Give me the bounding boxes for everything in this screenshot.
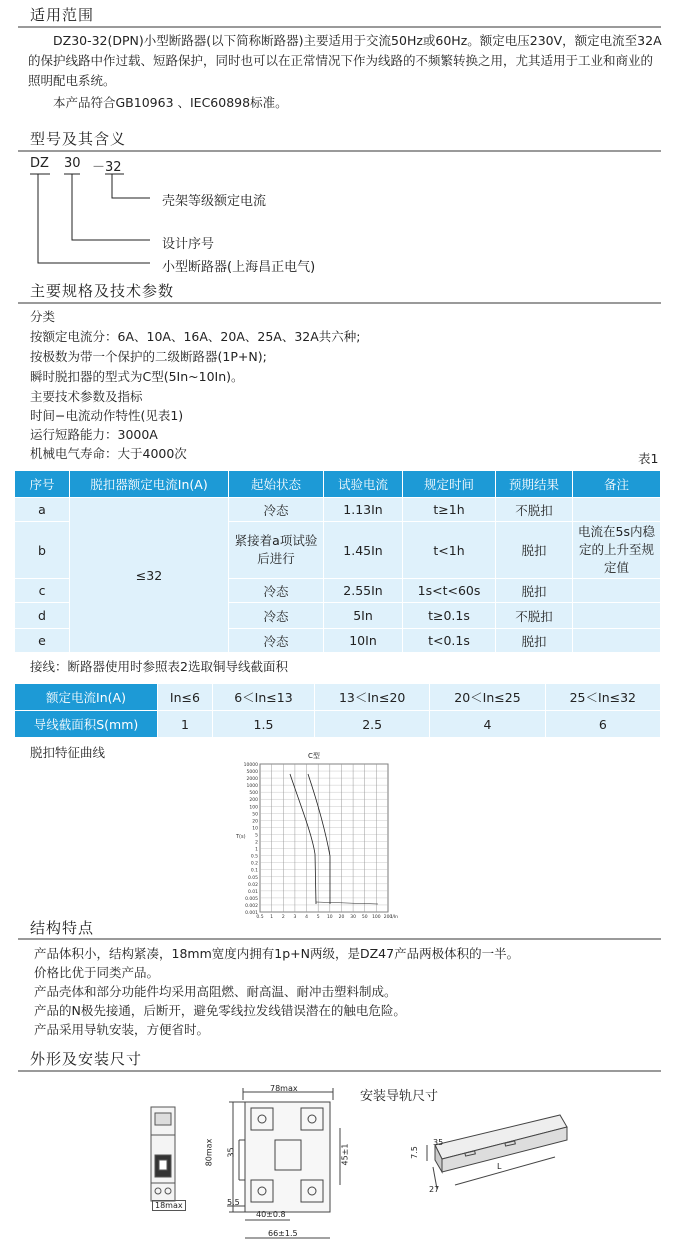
note	[573, 603, 661, 629]
test-current: 1.13In	[324, 498, 403, 522]
x-axis-label: I/In	[391, 915, 398, 920]
h35-label: 35	[226, 1147, 236, 1158]
spec-line: 时间−电流动作特性(见表1)	[30, 408, 184, 423]
model-desc-32: 壳架等级额定电流	[162, 194, 267, 209]
rail-27-label: 27	[429, 1185, 440, 1194]
w55-label: 5.5	[227, 1198, 240, 1207]
start-state: 冷态	[229, 498, 324, 522]
y-tick-label: 20	[252, 819, 258, 825]
table-cell: 4	[430, 711, 545, 738]
rail-75-label: 7.5	[409, 1146, 419, 1159]
table1-caption: 表1	[638, 451, 659, 466]
y-tick-label: 5000	[246, 770, 258, 776]
curve-frame	[260, 764, 388, 912]
x-tick-label: 5	[316, 915, 320, 920]
table-cell: 1	[158, 711, 213, 738]
table-cell: 20＜In≤25	[430, 684, 545, 711]
note: 电流在5s内稳定的上升至规定值	[573, 522, 661, 579]
section-divider	[18, 1070, 661, 1072]
breaker-front-drawing	[148, 1105, 188, 1215]
y-tick-label: 0.01	[247, 889, 258, 895]
spec-line: 瞬时脱扣器的型式为C型(5In~10In)。	[30, 369, 244, 384]
x-tick-label: 100	[372, 915, 381, 920]
expected-result: 脱扣	[496, 579, 573, 603]
x-tick-label: 50	[361, 915, 368, 920]
spec-line: 按额定电流分：6A、10A、16A、20A、25A、32A共六种;	[30, 329, 361, 344]
column-header: 序号	[15, 471, 70, 498]
curve-plot	[228, 752, 398, 924]
structure-line: 价格比优于同类产品。	[34, 965, 160, 980]
rail-length-label: L	[497, 1162, 502, 1171]
model-code-30: 30	[64, 156, 81, 171]
start-state: 冷态	[229, 579, 324, 603]
spec-line: 运行短路能力：3000A	[30, 427, 158, 442]
w66-label: 66±1.5	[268, 1229, 298, 1238]
curve-label: 脱扣特征曲线	[30, 745, 106, 760]
rail-title: 安装导轨尺寸	[360, 1089, 439, 1104]
y-tick-label: 0.05	[247, 875, 258, 881]
table-cell: 13＜In≤20	[315, 684, 430, 711]
x-tick-label: 0.5	[256, 915, 264, 920]
y-tick-label: 0.002	[245, 903, 258, 909]
specified-time: t≥0.1s	[403, 603, 496, 629]
x-tick-label: 30	[350, 915, 356, 920]
wire-section-table	[14, 683, 661, 738]
front-width-label: 18max	[152, 1200, 186, 1211]
section-title-model: 型号及其含义	[30, 130, 127, 148]
table-cell: 2.5	[315, 711, 430, 738]
x-tick-label: 10	[326, 915, 333, 920]
section-divider	[18, 302, 661, 304]
note	[573, 629, 661, 653]
start-state: 冷态	[229, 629, 324, 653]
specified-time: t<0.1s	[403, 629, 496, 653]
y-tick-label: 0.1	[250, 868, 258, 874]
row-id: c	[15, 579, 70, 603]
test-current: 1.45In	[324, 522, 403, 579]
table-cell: In≤6	[158, 684, 213, 711]
model-desc-dz: 小型断路器(上海昌正电气)	[162, 260, 316, 275]
structure-line: 产品体积小，结构紧凑，18mm宽度内拥有1p+N两级，是DZ47产品两极体积的一半。	[34, 946, 520, 961]
x-tick-label: 200	[383, 915, 393, 920]
top-width-label: 78max	[270, 1084, 298, 1093]
table-row	[15, 684, 661, 711]
x-tick-label: 2	[281, 915, 285, 920]
y-tick-label: 50	[252, 812, 258, 818]
y-tick-label: 0.2	[250, 861, 258, 867]
x-tick-label: 4	[305, 915, 308, 920]
table-cell: 6＜In≤13	[212, 684, 314, 711]
expected-result: 脱扣	[496, 522, 573, 579]
column-header: 预期结果	[496, 471, 573, 498]
row-id: d	[15, 603, 70, 629]
row-id: a	[15, 498, 70, 522]
breaker-side-drawing	[205, 1080, 355, 1245]
table-cell: 1.5	[212, 711, 314, 738]
y-axis-label: T(s)	[236, 834, 246, 840]
specified-time: 1s<t<60s	[403, 579, 496, 603]
trip-curve	[228, 752, 398, 924]
spec-line: 分类	[30, 309, 56, 324]
wiring-text: 接线：断路器使用时参照表2选取铜导线截面积	[30, 659, 288, 674]
row-id: b	[15, 522, 70, 579]
y-tick-label: 2000	[246, 777, 258, 783]
y-tick-label: 200	[249, 798, 258, 804]
x-tick-label: 20	[338, 915, 345, 920]
y-tick-label: 100	[249, 805, 258, 811]
note	[573, 579, 661, 603]
spec-line: 主要技术参数及指标	[30, 389, 143, 404]
y-tick-label: 2	[255, 840, 258, 846]
start-state: 冷态	[229, 603, 324, 629]
y-tick-label: 0.02	[247, 882, 258, 888]
model-code-32: －32	[92, 160, 122, 175]
model-desc-30: 设计序号	[162, 237, 215, 252]
start-state: 紧接着a项试验后进行	[229, 522, 324, 579]
spec-line: 按极数为带一个保护的二级断路器(1P+N);	[30, 349, 267, 364]
note	[573, 498, 661, 522]
rated-current-value: ≤32	[70, 498, 229, 653]
y-tick-label: 1000	[246, 784, 258, 790]
scope-paragraph-2: 本产品符合GB10963 、IEC60898标准。	[53, 95, 288, 110]
specified-time: t≥1h	[403, 498, 496, 522]
structure-line: 产品的N极先接通，后断开，避免零线拉发线错误潜在的触电危险。	[34, 1003, 406, 1018]
column-header: 脱扣器额定电流In(A)	[70, 471, 229, 498]
y-tick-label: 1	[255, 847, 258, 853]
trip-characteristic-table	[14, 470, 661, 653]
h45-label: 45±1	[340, 1143, 350, 1166]
section-title-structure: 结构特点	[30, 919, 95, 937]
table-cell: 25＜In≤32	[545, 684, 660, 711]
y-tick-label: 0.005	[245, 896, 258, 902]
section-title-scope: 适用范围	[30, 6, 95, 24]
column-header: 试验电流	[324, 471, 403, 498]
expected-result: 脱扣	[496, 629, 573, 653]
table-cell: 6	[545, 711, 660, 738]
section-divider	[18, 938, 661, 940]
row-id: e	[15, 629, 70, 653]
column-header: 备注	[573, 471, 661, 498]
y-tick-label: 10	[252, 826, 258, 832]
column-header: 规定时间	[403, 471, 496, 498]
y-tick-label: 10000	[243, 763, 258, 768]
row-header: 额定电流In(A)	[15, 684, 158, 711]
test-current: 2.55In	[324, 579, 403, 603]
test-current: 10In	[324, 629, 403, 653]
curve-title: C型	[308, 752, 320, 760]
x-tick-label: 3	[293, 915, 297, 920]
y-tick-label: 500	[249, 791, 258, 797]
specified-time: t<1h	[403, 522, 496, 579]
table-header-row	[15, 471, 661, 498]
section-title-dimensions: 外形及安装尺寸	[30, 1050, 143, 1068]
structure-line: 产品采用导轨安装，方便省时。	[34, 1022, 210, 1037]
expected-result: 不脱扣	[496, 498, 573, 522]
y-tick-label: 0.001	[245, 911, 258, 916]
expected-result: 不脱扣	[496, 603, 573, 629]
row-header: 导线截面积S(mm)	[15, 711, 158, 738]
column-header: 起始状态	[229, 471, 324, 498]
structure-line: 产品壳体和部分功能件均采用高阻燃、耐高温、耐冲击塑料制成。	[34, 984, 397, 999]
rail-35-label: 35	[433, 1138, 444, 1147]
section-title-spec: 主要规格及技术参数	[30, 282, 175, 300]
spec-line: 机械电气寿命：大于4000次	[30, 446, 187, 461]
table-row	[15, 498, 661, 522]
y-tick-label: 0.5	[250, 854, 258, 860]
scope-paragraph-1: DZ30-32(DPN)小型断路器(以下简称断路器)主要适用于交流50Hz或60Hz。额定电压230V，额定电流至32A的保护线路中作过载、短路保护，同时也可以在正常情况下作为线路的不频繁转换之用，尤其适用于工业和商业的照明配电系统。	[28, 33, 662, 88]
y-tick-label: 5	[255, 833, 258, 839]
height-label: 80max	[204, 1138, 214, 1167]
w40-label: 40±0.8	[256, 1210, 286, 1219]
x-tick-label: 1	[270, 915, 274, 920]
test-current: 5In	[324, 603, 403, 629]
model-code-dz: DZ	[30, 156, 49, 171]
table-row	[15, 711, 661, 738]
